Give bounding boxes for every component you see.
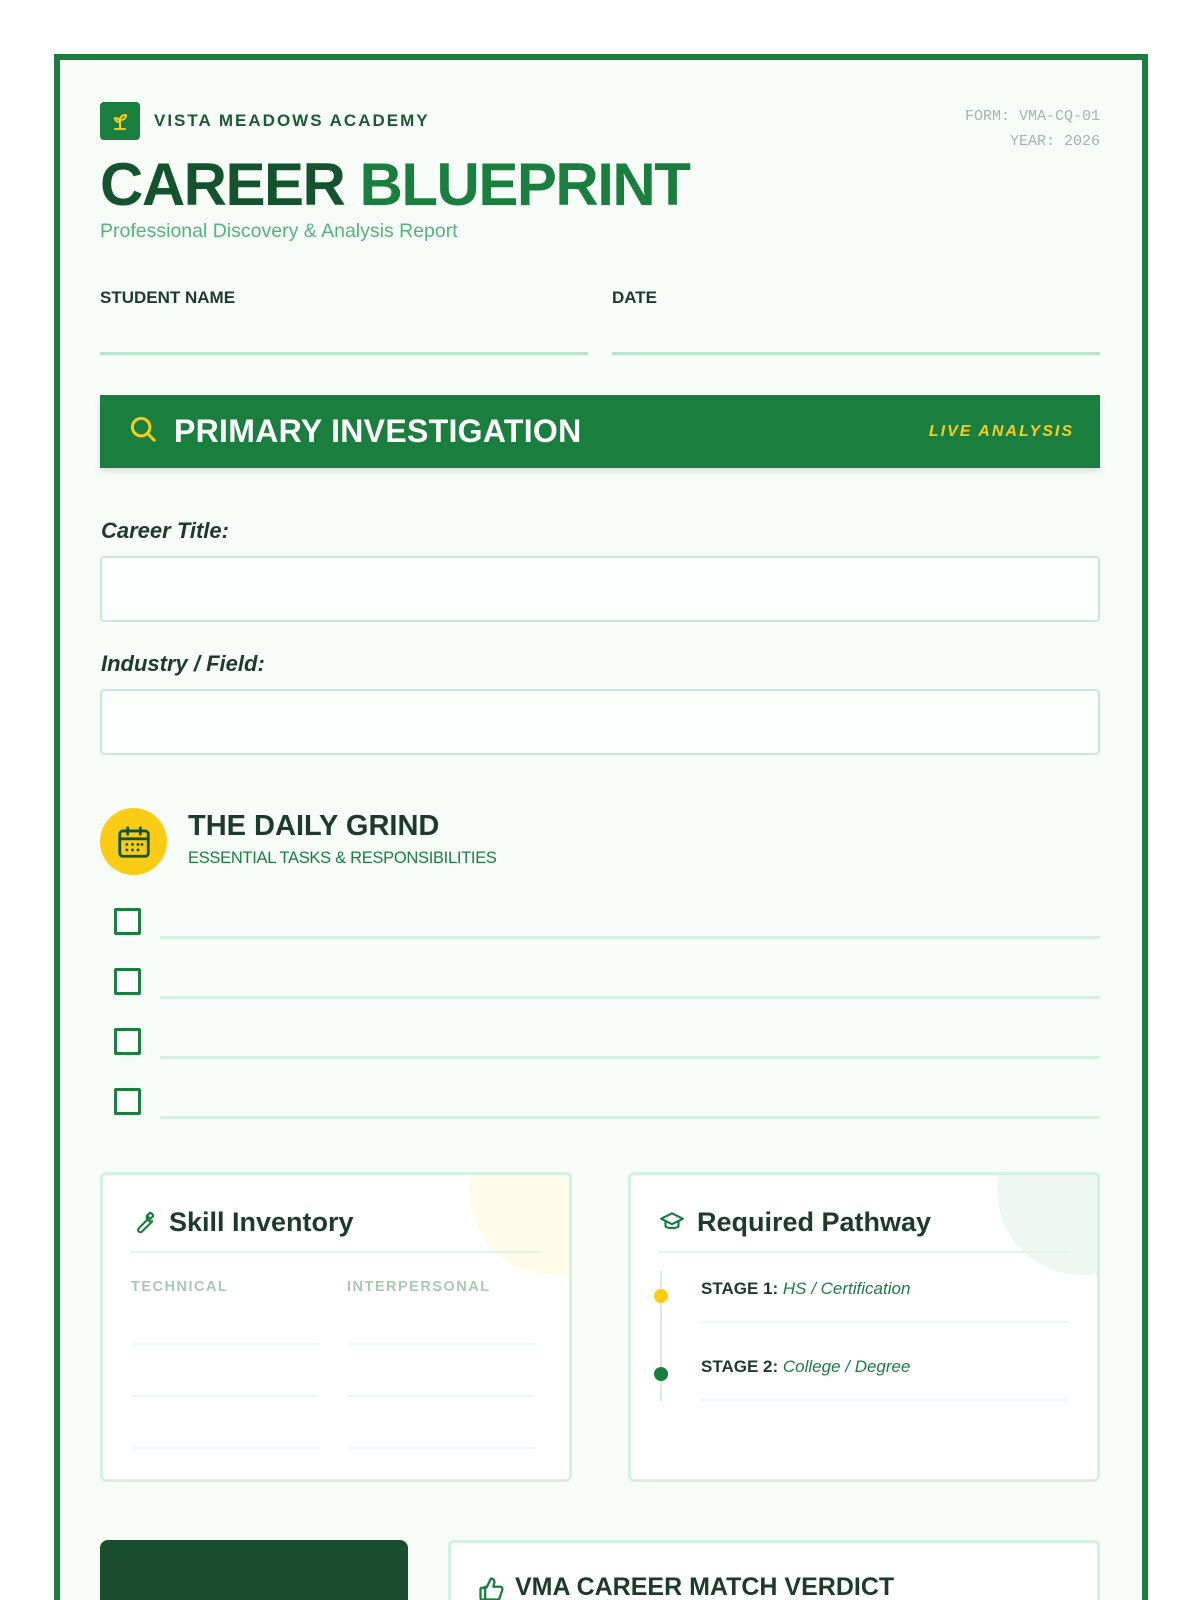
task-checkbox[interactable] <box>114 968 141 995</box>
wrench-icon <box>131 1209 157 1240</box>
interpersonal-column-label: INTERPERSONAL <box>347 1279 491 1295</box>
school-brand <box>100 102 430 140</box>
stage-2-line[interactable] <box>701 1399 1069 1401</box>
stage-1-value: HS / Certification <box>782 1279 911 1298</box>
daily-grind-title: THE DAILY GRIND <box>188 810 440 842</box>
stage-1 <box>701 1279 910 1299</box>
task-line[interactable] <box>160 1056 1100 1059</box>
stage-2 <box>701 1357 910 1377</box>
skill-inventory-card <box>100 1172 572 1482</box>
live-analysis-tag: LIVE ANALYSIS <box>928 422 1074 440</box>
thumbs-up-icon <box>477 1575 505 1600</box>
dark-info-tile <box>100 1540 408 1600</box>
required-pathway-card <box>628 1172 1100 1482</box>
task-checkbox[interactable] <box>114 908 141 935</box>
technical-skill-line[interactable] <box>131 1343 319 1345</box>
date-field[interactable] <box>612 352 1100 355</box>
form-id: FORM: VMA-CQ-01 <box>964 108 1100 125</box>
search-icon <box>128 414 158 449</box>
student-name-label: STUDENT NAME <box>100 288 236 307</box>
page-subtitle: Professional Discovery & Analysis Report <box>100 220 458 242</box>
school-name: VISTA MEADOWS ACADEMY <box>154 111 430 130</box>
pathway-timeline <box>659 1271 663 1401</box>
task-line[interactable] <box>160 1116 1100 1119</box>
career-match-verdict-card <box>448 1540 1100 1600</box>
student-name-field[interactable] <box>100 352 588 355</box>
form-meta <box>965 104 1100 154</box>
stage-1-line[interactable] <box>701 1321 1069 1323</box>
date-label: DATE <box>612 288 658 307</box>
stage-2-dot <box>654 1367 668 1381</box>
interpersonal-skill-line[interactable] <box>347 1343 535 1345</box>
stage-1-dot <box>654 1289 668 1303</box>
industry-label: Industry / Field: <box>101 651 265 676</box>
task-checkbox[interactable] <box>114 1088 141 1115</box>
page-title <box>100 150 689 220</box>
career-title-label: Career Title: <box>101 518 229 543</box>
stage-2-value: College / Degree <box>782 1357 911 1376</box>
task-line[interactable] <box>160 996 1100 999</box>
task-line[interactable] <box>160 936 1100 939</box>
task-row <box>100 908 1100 968</box>
primary-investigation-banner <box>100 395 1100 468</box>
task-row <box>100 968 1100 1028</box>
career-title-input[interactable] <box>100 556 1100 622</box>
career-blueprint-form <box>54 54 1148 1600</box>
calendar-icon <box>100 808 167 875</box>
required-pathway-title: Required Pathway <box>697 1207 932 1237</box>
daily-grind-subtitle: ESSENTIAL TASKS & RESPONSIBILITIES <box>188 849 497 867</box>
skill-inventory-title: Skill Inventory <box>169 1207 354 1237</box>
title-blueprint: BLUEPRINT <box>359 151 690 218</box>
banner-title: PRIMARY INVESTIGATION <box>174 413 582 449</box>
stage-2-key: STAGE 2: <box>701 1357 779 1376</box>
skill-inventory-header <box>131 1205 541 1253</box>
interpersonal-skill-line[interactable] <box>347 1395 535 1397</box>
task-row <box>100 1088 1100 1148</box>
technical-skill-line[interactable] <box>131 1447 319 1449</box>
required-pathway-header <box>659 1205 1069 1253</box>
stage-1-key: STAGE 1: <box>701 1279 779 1298</box>
technical-skill-line[interactable] <box>131 1395 319 1397</box>
title-career: CAREER <box>100 151 345 218</box>
verdict-title: VMA CAREER MATCH VERDICT <box>515 1573 895 1600</box>
task-checkbox[interactable] <box>114 1028 141 1055</box>
graduation-cap-icon <box>659 1209 685 1240</box>
technical-column-label: TECHNICAL <box>131 1279 229 1295</box>
industry-input[interactable] <box>100 689 1100 755</box>
sprout-icon <box>100 102 140 140</box>
form-year: YEAR: 2026 <box>1009 133 1100 150</box>
task-row <box>100 1028 1100 1088</box>
interpersonal-skill-line[interactable] <box>347 1447 535 1449</box>
